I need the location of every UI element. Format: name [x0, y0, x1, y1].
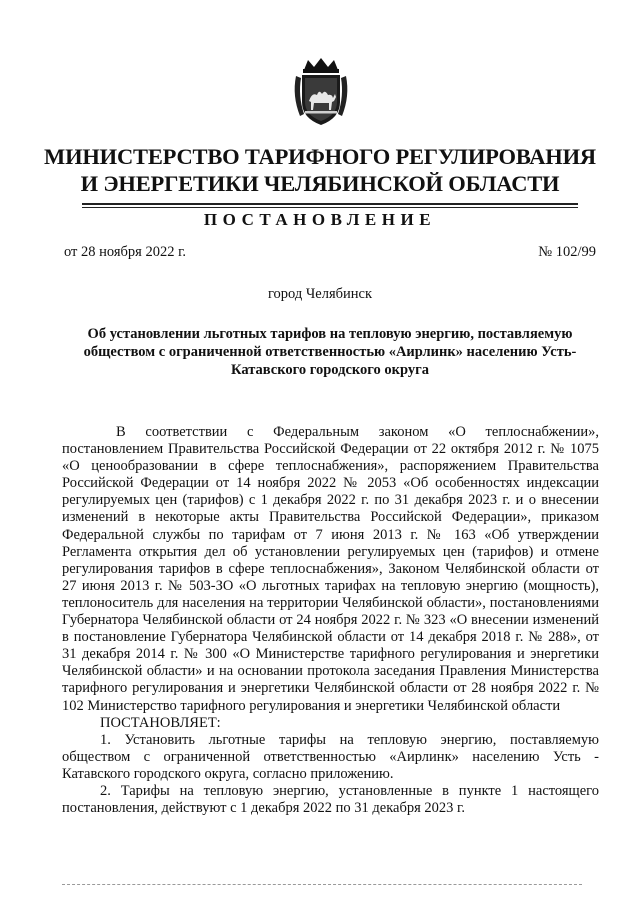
footer-divider — [62, 884, 582, 885]
document-title: Об установлении льготных тарифов на тепловую энергию, поставляемую обществом с ограниченной ответственностью «Аирлинк» населению Усть-Катавского городского округа — [83, 326, 577, 378]
document-number: № 102/99 — [538, 244, 596, 260]
document-type: ПОСТАНОВЛЕНИЕ — [203, 210, 437, 229]
chelyabinsk-coat-of-arms-icon — [290, 56, 352, 128]
header-rule-thin — [82, 207, 578, 208]
decree-word: ПОСТАНОВЛЯЕТ: — [100, 714, 221, 731]
document-body — [62, 424, 599, 817]
preamble-paragraph: В соответствии с Федеральным законом «О теплоснабжении», постановлением Правительства Российской Федерации от 22 октября 2012 г. № 1075 «О ценообразовании в сфере теплоснабжения», распоряжением Правительства Российской Федерации от 14 ноября 2022 № 2053 «Об особенностях индексации регулируемых цен (тарифов) с 1 декабря 2022 г. по 31 декабря 2023 г. и о внесении изменений в некоторые акты Правительства Российской Федерации», приказом Федеральной службы по тарифам от 7 июня 2013 г. № 163 «Об утверждении Регламента открытия дел об установлении регулируемых цен (тарифов) и отмене регулирования тарифов в сфере теплоснабжения», Законом Челябинской области от 27 июня 2013 г. № 503-ЗО «О льготных тарифах на тепловую энергию (мощность), теплоноситель для населения на территории Челябинской области», постановлениями Губернатора Челябинской области от 24 ноября 2022 г. № 323 «О внесении изменений в постановление Губернатора Челябинской области от 14 декабря 2018 г. № 288», от 31 декабря 2014 г. № 300 «О Министерстве тарифного регулирования и энергетики Челябинской области» и на основании протокола заседания Правления Министерства тарифного регулирования и энергетики Челябинской области от 28 ноября 2022 г. № 102 Министерство тарифного регулирования и энергетики Челябинской области — [62, 424, 599, 714]
document-city: город Челябинск — [267, 286, 373, 302]
list-item: 2. Тарифы на тепловую энергию, установленные в пункте 1 настоящего постановления, действуют с 1 декабря 2022 по 31 декабря 2023 г. — [62, 782, 599, 817]
document-date: от 28 ноября 2022 г. — [64, 244, 187, 260]
list-item: 1. Установить льготные тарифы на тепловую энергию, поставляемую обществом с ограниченной ответственностью «Аирлинк» населению Усть - Катавского городского округа, согласно приложению. — [62, 731, 599, 782]
header-rule-thick — [82, 203, 578, 205]
ministry-title: МИНИСТЕРСТВО ТАРИФНОГО РЕГУЛИРОВАНИЯ И ЭНЕРГЕТИКИ ЧЕЛЯБИНСКОЙ ОБЛАСТИ — [44, 144, 596, 196]
